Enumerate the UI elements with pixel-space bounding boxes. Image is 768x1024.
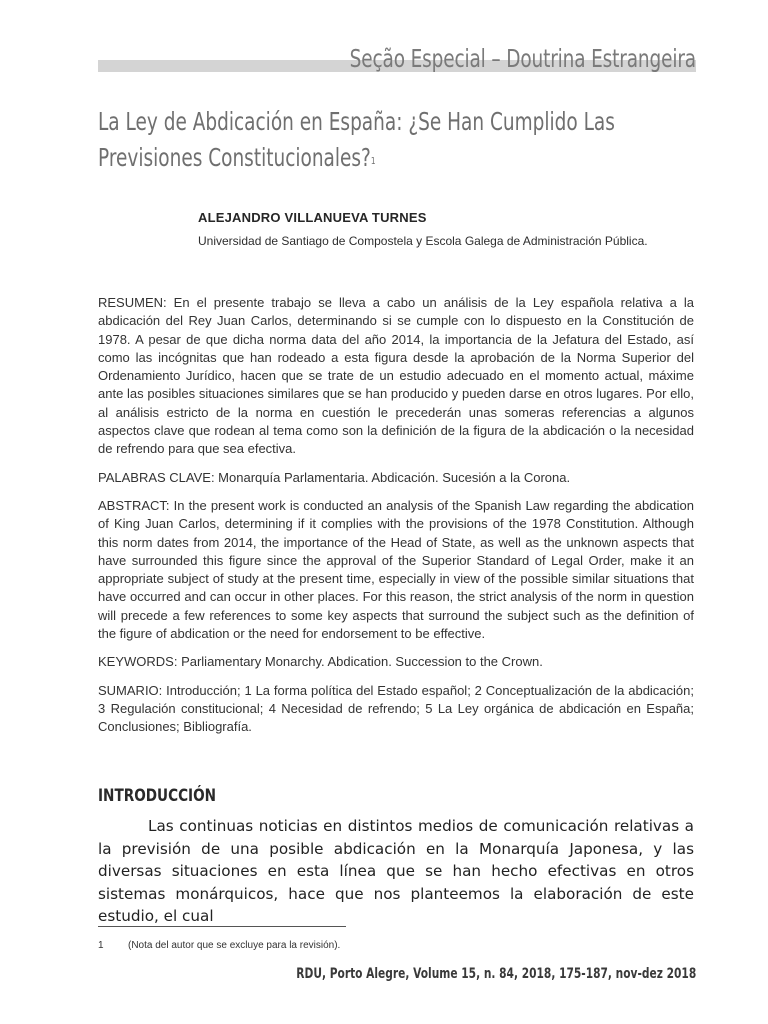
author-affiliation: Universidad de Santiago de Compostela y Escola Galega de Administración Pública. — [198, 234, 648, 248]
introduccion-body: Las continuas noticias en distintos medios de comunicación relativas a la previsión de una posible abdicación en la Monarquía Japonesa, y las diversas situaciones en esta línea que se han hecho efectivas en otros sistemas monárquicos, hace que nos planteemos la elaboración de este estudio, el cual — [98, 817, 694, 926]
article-title-text: La Ley de Abdicación en España: ¿Se Han Cumplido Las Previsiones Constitucionales? — [98, 107, 615, 172]
footnote-text: (Nota del autor que se excluye para la revisión). — [128, 940, 341, 951]
title-footnote-ref[interactable]: 1 — [370, 156, 376, 167]
section-title: Seção Especial – Doutrina Estrangeira — [349, 44, 696, 73]
resumen-paragraph: RESUMEN: En el presente trabajo se lleva a cabo un análisis de la Ley española relativa a la abdicación del Rey Juan Carlos, determinando si se cumple con lo dispuesto en la Constitución de 1978. A pesar de que dicha norma data del año 2014, la importancia de la Jefatura del Estado, así como las incógnitas que han rodeado a esta figura desde la aprobación de la Norma Superior del Ordenamiento Jurídico, hacen que se trate de un estudio adecuado en el momento actual, máxime ante las posibles situaciones similares que se han producido y pueden darse en otros lugares. Por ello, al análisis estricto de la norma en cuestión le precederán unas someras referencias a algunos aspectos clave que rodean al tema como son la definición de la figura de la abdicación o la necesidad de refrendo para que sea efectiva. — [98, 295, 694, 457]
sumario-paragraph: SUMARIO: Introducción; 1 La forma política del Estado español; 2 Conceptualización de la abdicación; 3 Regulación constitucional; 4 Necesidad de refrendo; 5 La Ley orgánica de abdicación en España; Conclusiones; Bibliografía. — [98, 682, 694, 735]
footnote-number: 1 — [98, 940, 104, 951]
footer-citation: RDU, Porto Alegre, Volume 15, n. 84, 2018, 175-187, nov-dez 2018 — [296, 966, 696, 982]
abstract-paragraph: ABSTRACT: In the present work is conducted an analysis of the Spanish Law regarding the abdication of King Juan Carlos, determining if it complies with the provisions of the 1978 Constitution. Although this norm dates from 2014, the importance of the Head of State, as well as the unknown aspects that have surrounded this figure since the approval of the Superior Standard of Legal Order, make it an appropriate subject of study at the present time, especially in view of the possible similar situations that have occurred and can occur in other places. For this reason, the strict analysis of the norm in question will precede a few references to some key aspects that surround the subject such as the definition of the figure of abdication or the need for endorsement to be effective. — [98, 497, 694, 642]
keywords-paragraph: KEYWORDS: Parliamentary Monarchy. Abdication. Succession to the Crown. — [98, 654, 543, 670]
palabras-clave-paragraph: PALABRAS CLAVE: Monarquía Parlamentaria. Abdicación. Sucesión a la Corona. — [98, 469, 571, 485]
abstract-section — [98, 294, 694, 747]
footnote — [98, 940, 340, 951]
article-title — [98, 104, 690, 180]
introduccion-heading: INTRODUCCIÓN — [98, 786, 217, 806]
footnote-divider — [98, 926, 346, 927]
author-name: ALEJANDRO VILLANUEVA TURNES — [198, 210, 427, 225]
